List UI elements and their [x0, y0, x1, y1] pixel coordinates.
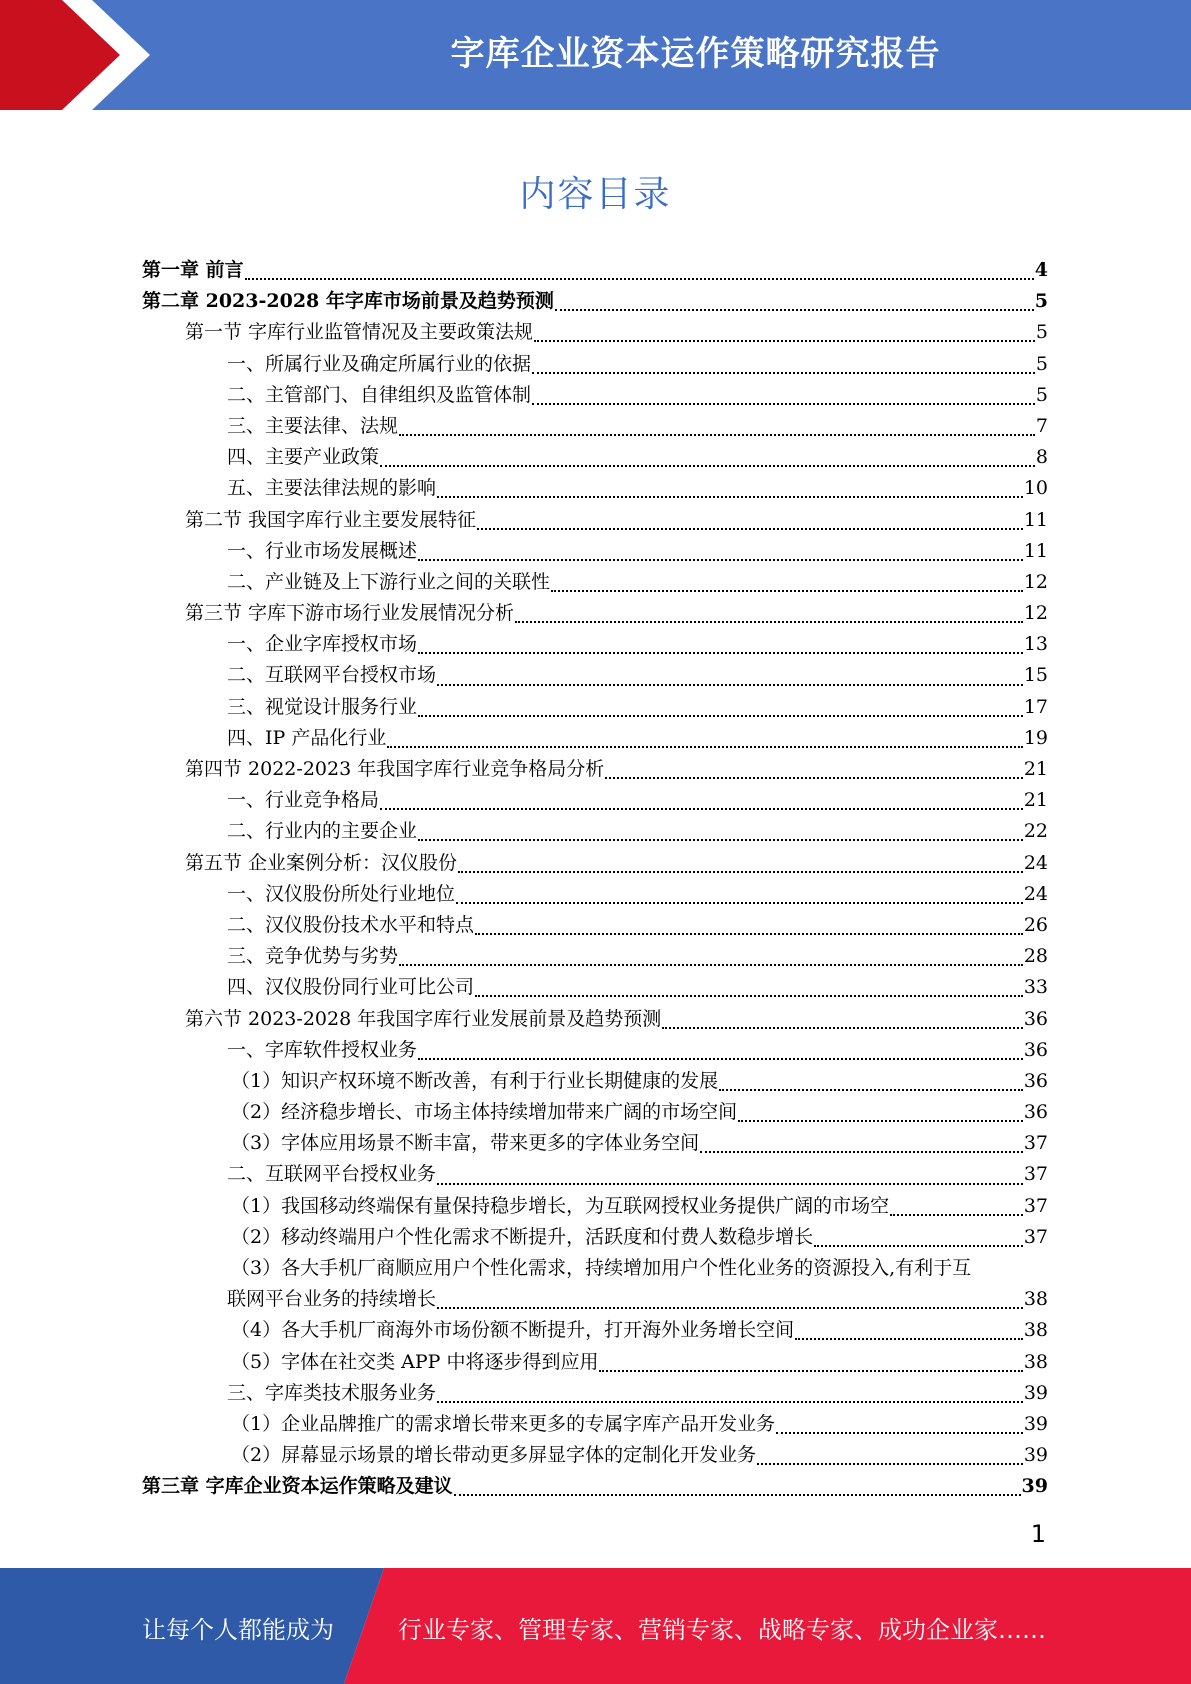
- toc-entry[interactable]: [142, 567, 1048, 598]
- toc-entry[interactable]: [142, 941, 1048, 972]
- toc-page-number: 11: [1023, 539, 1048, 562]
- toc-page-number: 36: [1023, 1069, 1048, 1092]
- toc-entry-text: 第二节 我国字库行业主要发展特征: [185, 508, 477, 531]
- dot-leader: [532, 371, 1035, 374]
- toc-entry-text: 一、行业竞争格局: [227, 789, 380, 812]
- toc-chapter[interactable]: [142, 1471, 1048, 1502]
- toc-entry-text: （5）字体在社交类 APP 中将逐步得到应用: [231, 1350, 599, 1373]
- dot-leader: [515, 620, 1023, 623]
- toc-page-number: 36: [1023, 1101, 1048, 1124]
- toc-entry[interactable]: [142, 380, 1048, 411]
- toc-entry-text: 第五节 企业案例分析：汉仪股份: [185, 851, 458, 874]
- toc-page-number: 5: [1035, 321, 1048, 344]
- dot-leader: [662, 1026, 1023, 1029]
- toc-entry-text: 一、行业市场发展概述: [227, 539, 418, 562]
- page-header: [0, 0, 1191, 110]
- dot-leader: [551, 589, 1023, 592]
- toc-entry-text: 第六节 2023-2028 年我国字库行业发展前景及趋势预测: [185, 1007, 662, 1030]
- toc-page-number: 37: [1023, 1132, 1048, 1155]
- toc-page-number: 39: [1021, 1475, 1048, 1498]
- toc-entry[interactable]: [142, 1409, 1048, 1440]
- toc-page-number: 39: [1023, 1381, 1048, 1404]
- toc-entry[interactable]: [142, 1097, 1048, 1128]
- toc-entry-text: （2）经济稳步增长、市场主体持续增加带来广阔的市场空间: [231, 1101, 738, 1124]
- dot-leader: [399, 963, 1023, 966]
- dot-leader: [437, 1306, 1023, 1309]
- toc-entry[interactable]: [142, 692, 1048, 723]
- dot-leader: [738, 1119, 1023, 1122]
- toc-entry[interactable]: [142, 1440, 1048, 1471]
- toc-entry-text: 一、所属行业及确定所属行业的依据: [227, 352, 532, 375]
- toc-page-number: 39: [1023, 1444, 1048, 1467]
- toc-section[interactable]: [142, 754, 1048, 785]
- toc-section[interactable]: [142, 1004, 1048, 1035]
- toc-entry-text: 三、主要法律、法规: [227, 414, 399, 437]
- toc-entry[interactable]: [142, 1066, 1048, 1097]
- toc-page-number: 5: [1034, 290, 1048, 313]
- toc-entry-text: 二、汉仪股份技术水平和特点: [227, 913, 475, 936]
- toc-entry[interactable]: [142, 660, 1048, 691]
- dot-leader: [399, 433, 1035, 436]
- toc-page-number: 4: [1034, 259, 1048, 281]
- toc-entry[interactable]: [142, 1128, 1048, 1159]
- toc-page-number: 15: [1023, 664, 1048, 687]
- dot-leader: [795, 1337, 1023, 1340]
- toc-entry[interactable]: [142, 972, 1048, 1003]
- toc-entry[interactable]: [142, 1378, 1048, 1409]
- dot-leader: [605, 776, 1023, 779]
- report-title: 字库企业资本运作策略研究报告: [450, 34, 941, 74]
- toc-page-number: 37: [1023, 1194, 1048, 1217]
- toc-entry-text: 五、主要法律法规的影响: [227, 477, 437, 500]
- dot-leader: [380, 807, 1023, 810]
- toc-entry[interactable]: [142, 411, 1048, 442]
- dot-leader: [458, 870, 1023, 873]
- toc-entry-text: 第一节 字库行业监管情况及主要政策法规: [185, 321, 534, 344]
- toc-entry-text: 第三节 字库下游市场行业发展情况分析: [185, 602, 515, 625]
- dot-leader: [418, 558, 1023, 561]
- toc-entry-text-continued: 联网平台业务的持续增长: [227, 1288, 437, 1311]
- toc-page-number: 19: [1023, 726, 1048, 749]
- toc-entry-text: （2）移动终端用户个性化需求不断提升，活跃度和付费人数稳步增长: [231, 1225, 814, 1248]
- toc-entry-text: 第一章 前言: [142, 259, 244, 281]
- toc-page-number: 38: [1023, 1319, 1048, 1342]
- dot-leader: [437, 1400, 1023, 1403]
- toc-chapter[interactable]: [142, 255, 1048, 286]
- toc-entry-text: 二、互联网平台授权业务: [227, 1163, 437, 1186]
- toc-entry[interactable]: [142, 473, 1048, 504]
- toc-entry-text: （1）企业品牌推广的需求增长带来更多的专属字库产品开发业务: [231, 1412, 776, 1435]
- toc-entry[interactable]: [142, 1222, 1048, 1253]
- toc-entry-text: 第二章 2023-2028 年字库市场前景及趋势预测: [142, 290, 554, 313]
- toc-page-number: 12: [1023, 602, 1048, 625]
- toc-entry[interactable]: [142, 723, 1048, 754]
- toc-entry-text: 四、主要产业政策: [227, 446, 380, 469]
- dot-leader: [456, 901, 1023, 904]
- toc-page-number: 10: [1023, 477, 1048, 500]
- dot-leader: [534, 339, 1035, 342]
- toc-heading: 内容目录: [519, 174, 672, 215]
- toc-entry[interactable]: [142, 1159, 1048, 1190]
- toc-entry[interactable]: [142, 349, 1048, 380]
- toc-entry[interactable]: [142, 1035, 1048, 1066]
- toc-entry-text: （2）屏幕显示场景的增长带动更多屏显字体的定制化开发业务: [231, 1444, 757, 1467]
- toc-page-number: 33: [1023, 976, 1048, 999]
- toc-page-number: 8: [1035, 446, 1048, 469]
- toc-page-number: 7: [1035, 414, 1048, 437]
- toc-entry-text: （4）各大手机厂商海外市场份额不断提升，打开海外业务增长空间: [231, 1319, 795, 1342]
- toc-entry-text: （1）我国移动终端保有量保持稳步增长，为互联网授权业务提供广阔的市场空: [231, 1194, 890, 1217]
- dot-leader: [555, 308, 1034, 311]
- toc-section[interactable]: [142, 505, 1048, 536]
- page-number: 1: [1030, 1520, 1046, 1548]
- toc-section[interactable]: [142, 598, 1048, 629]
- dot-leader: [437, 1182, 1023, 1185]
- dot-leader: [437, 495, 1023, 498]
- toc-page-number: 38: [1023, 1350, 1048, 1373]
- toc-entry[interactable]: [142, 879, 1048, 910]
- toc-page-number: 12: [1023, 570, 1048, 593]
- dot-leader: [776, 1431, 1023, 1434]
- toc-entry[interactable]: [142, 1315, 1048, 1346]
- toc-entry-text: 一、字库软件授权业务: [227, 1038, 418, 1061]
- toc-page-number: 36: [1023, 1038, 1048, 1061]
- toc-entry-text: 第四节 2022-2023 年我国字库行业竞争格局分析: [185, 758, 605, 780]
- toc-entry[interactable]: [142, 785, 1048, 816]
- dot-leader: [890, 1213, 1023, 1216]
- toc-entry-text: 二、行业内的主要企业: [227, 820, 418, 843]
- dot-leader: [418, 838, 1023, 841]
- toc-page-number: 37: [1023, 1225, 1048, 1248]
- toc-entry[interactable]: [142, 910, 1048, 941]
- toc-page-number: 24: [1023, 851, 1048, 874]
- toc-entry-text: （1）知识产权环境不断改善，有利于行业长期健康的发展: [231, 1069, 719, 1092]
- toc-entry-text: 二、互联网平台授权市场: [227, 664, 437, 687]
- dot-leader: [477, 527, 1023, 530]
- page-footer: [0, 1568, 1191, 1684]
- toc-section[interactable]: [142, 848, 1048, 879]
- toc-entry-text: 第三章 字库企业资本运作策略及建议: [142, 1475, 453, 1498]
- toc-entry-text: （3）字体应用场景不断丰富，带来更多的字体业务空间: [231, 1132, 700, 1155]
- toc-page-number: 22: [1023, 820, 1048, 843]
- toc-page-number: 17: [1023, 695, 1048, 718]
- toc-entry[interactable]: [142, 536, 1048, 567]
- toc-page-number: 21: [1023, 789, 1048, 812]
- dot-leader: [475, 932, 1023, 935]
- dot-leader: [719, 1088, 1023, 1091]
- toc-page-number: 39: [1023, 1412, 1048, 1435]
- toc-entry[interactable]: [142, 1253, 1048, 1315]
- dot-leader: [418, 1057, 1023, 1060]
- toc-entry-text: 一、企业字库授权市场: [227, 633, 418, 656]
- toc-page-number: 24: [1023, 882, 1048, 905]
- dot-leader: [380, 464, 1035, 467]
- toc-entry[interactable]: [142, 816, 1048, 847]
- dot-leader: [437, 683, 1023, 686]
- toc-page-number: 21: [1023, 758, 1048, 780]
- toc-page-number: 11: [1023, 508, 1048, 531]
- toc-page-number: 5: [1035, 383, 1048, 406]
- toc-page-number: 5: [1035, 352, 1048, 375]
- toc-entry[interactable]: [142, 1191, 1048, 1222]
- toc-entry[interactable]: [142, 1347, 1048, 1378]
- toc-entry-text: 二、主管部门、自律组织及监管体制: [227, 383, 532, 406]
- dot-leader: [475, 994, 1023, 997]
- toc-entry[interactable]: [142, 442, 1048, 473]
- toc-entry-text: 四、IP 产品化行业: [227, 726, 387, 749]
- toc-page-number: 36: [1023, 1007, 1048, 1030]
- table-of-contents: [142, 255, 1048, 1503]
- toc-page-number: 28: [1023, 945, 1048, 968]
- toc-section[interactable]: [142, 317, 1048, 348]
- toc-entry[interactable]: [142, 629, 1048, 660]
- dot-leader: [599, 1369, 1022, 1372]
- toc-entry-text: （3）各大手机厂商顺应用户个性化需求，持续增加用户个性化业务的资源投入,有利于互: [231, 1257, 972, 1279]
- dot-leader: [387, 745, 1022, 748]
- toc-chapter[interactable]: [142, 286, 1048, 317]
- toc-entry-text: 三、竞争优势与劣势: [227, 945, 399, 968]
- toc-page-number: 37: [1023, 1163, 1048, 1186]
- toc-entry-text: 四、汉仪股份同行业可比公司: [227, 976, 475, 999]
- dot-leader: [245, 277, 1034, 280]
- dot-leader: [814, 1244, 1023, 1247]
- dot-leader: [454, 1493, 1021, 1496]
- toc-entry-text: 三、字库类技术服务业务: [227, 1381, 437, 1404]
- footer-slogan-right: 行业专家、管理专家、营销专家、战略专家、成功企业家……: [398, 1616, 1046, 1644]
- toc-page-number: 26: [1023, 913, 1048, 936]
- toc-entry-text: 一、汉仪股份所处行业地位: [227, 882, 456, 905]
- dot-leader: [757, 1462, 1023, 1465]
- toc-page-number: 13: [1023, 633, 1048, 656]
- dot-leader: [418, 714, 1023, 717]
- toc-entry-text: 二、产业链及上下游行业之间的关联性: [227, 570, 551, 593]
- footer-slogan-left: 让每个人都能成为: [142, 1616, 334, 1644]
- toc-entry-text: 三、视觉设计服务行业: [227, 695, 418, 718]
- dot-leader: [532, 402, 1035, 405]
- dot-leader: [418, 651, 1023, 654]
- dot-leader: [700, 1150, 1023, 1153]
- toc-page-number: 38: [1023, 1288, 1048, 1311]
